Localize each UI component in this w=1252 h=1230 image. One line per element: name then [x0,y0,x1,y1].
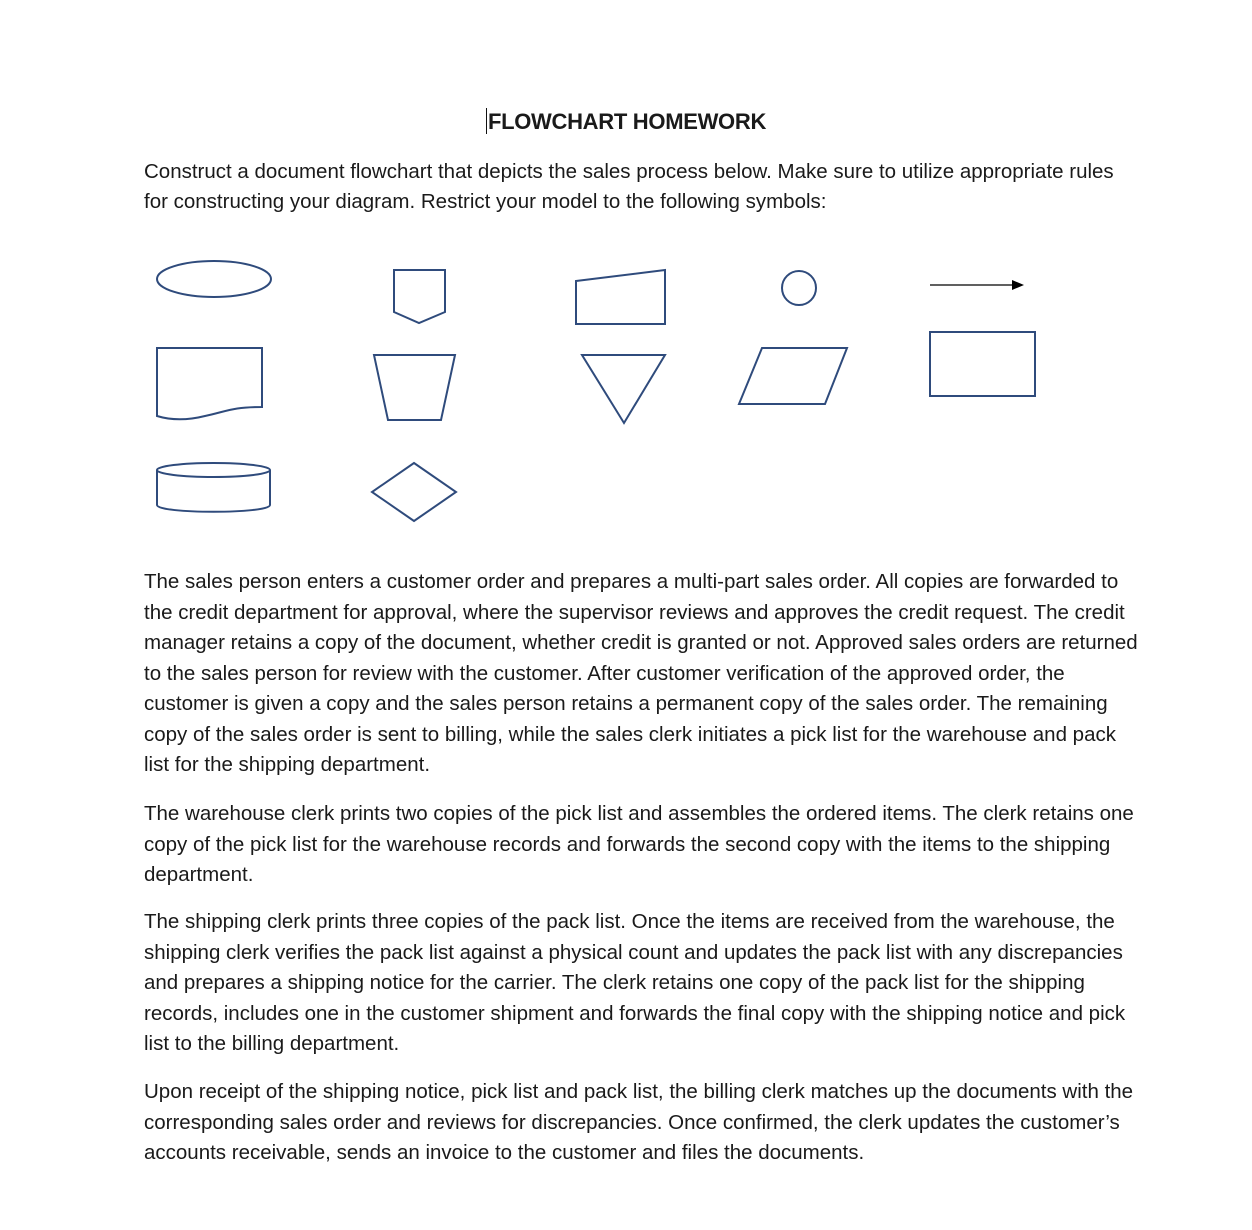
decision-symbol [372,463,456,521]
off-page-connector-symbol [394,270,445,323]
disk-storage-top [157,463,270,477]
process-paragraph-shipping: The shipping clerk prints three copies of the pack list. Once the items are received from the warehouse, the shipping clerk verifies the pack list against a physical count and updates the pack list with any discrepancies and prepares a shipping notice for the carrier. The clerk retains one copy of the pack list for the shipping records, includes one in the customer shipment and forwards the final copy with the shipping notice and pick list to the billing department. [144,910,1126,1055]
intro-paragraph: Construct a document flowchart that depicts the sales process below. Make sure to utilize appropriate rules for constructing your diagram. Restrict your model to the following symbols: [144,160,1114,213]
flowchart-symbols [0,0,1252,560]
on-page-connector-symbol [782,271,816,305]
input-output-symbol [739,348,847,404]
process-symbol [930,332,1035,396]
process-paragraph-warehouse: The warehouse clerk prints two copies of the pick list and assembles the ordered items. The clerk retains one copy of the pick list for the warehouse records and forwards the second copy with the items to the shipping department. [144,802,1134,886]
page-title-text: FLOWCHART HOMEWORK [487,109,767,134]
manual-input-symbol [576,270,665,324]
terminal-oval-symbol [157,261,271,297]
flow-arrowhead [1012,280,1024,290]
manual-operation-symbol [374,355,455,420]
offline-storage-symbol [582,355,665,423]
process-paragraph-billing: Upon receipt of the shipping notice, pick list and pack list, the billing clerk matches up the documents with the corresponding sales order and reviews for discrepancies. Once confirmed, the clerk updates the customer’s accounts receivable, sends an invoice to the customer and files the documents. [144,1080,1134,1164]
document-symbol [157,348,262,419]
process-paragraph-sales: The sales person enters a customer order and prepares a multi-part sales order. All copies are forwarded to the credit department for approval, where the supervisor reviews and approves the credit request. The credit manager retains a copy of the document, whether credit is granted or not. Approved sales orders are returned to the sales person for review with the customer. After customer verification of the approved order, the customer is given a copy and the sales person retains a permanent copy of the sales order. The remaining copy of the sales order is sent to billing, while the sales clerk initiates a pick list for the warehouse and pack list for the shipping department. [144,570,1138,776]
